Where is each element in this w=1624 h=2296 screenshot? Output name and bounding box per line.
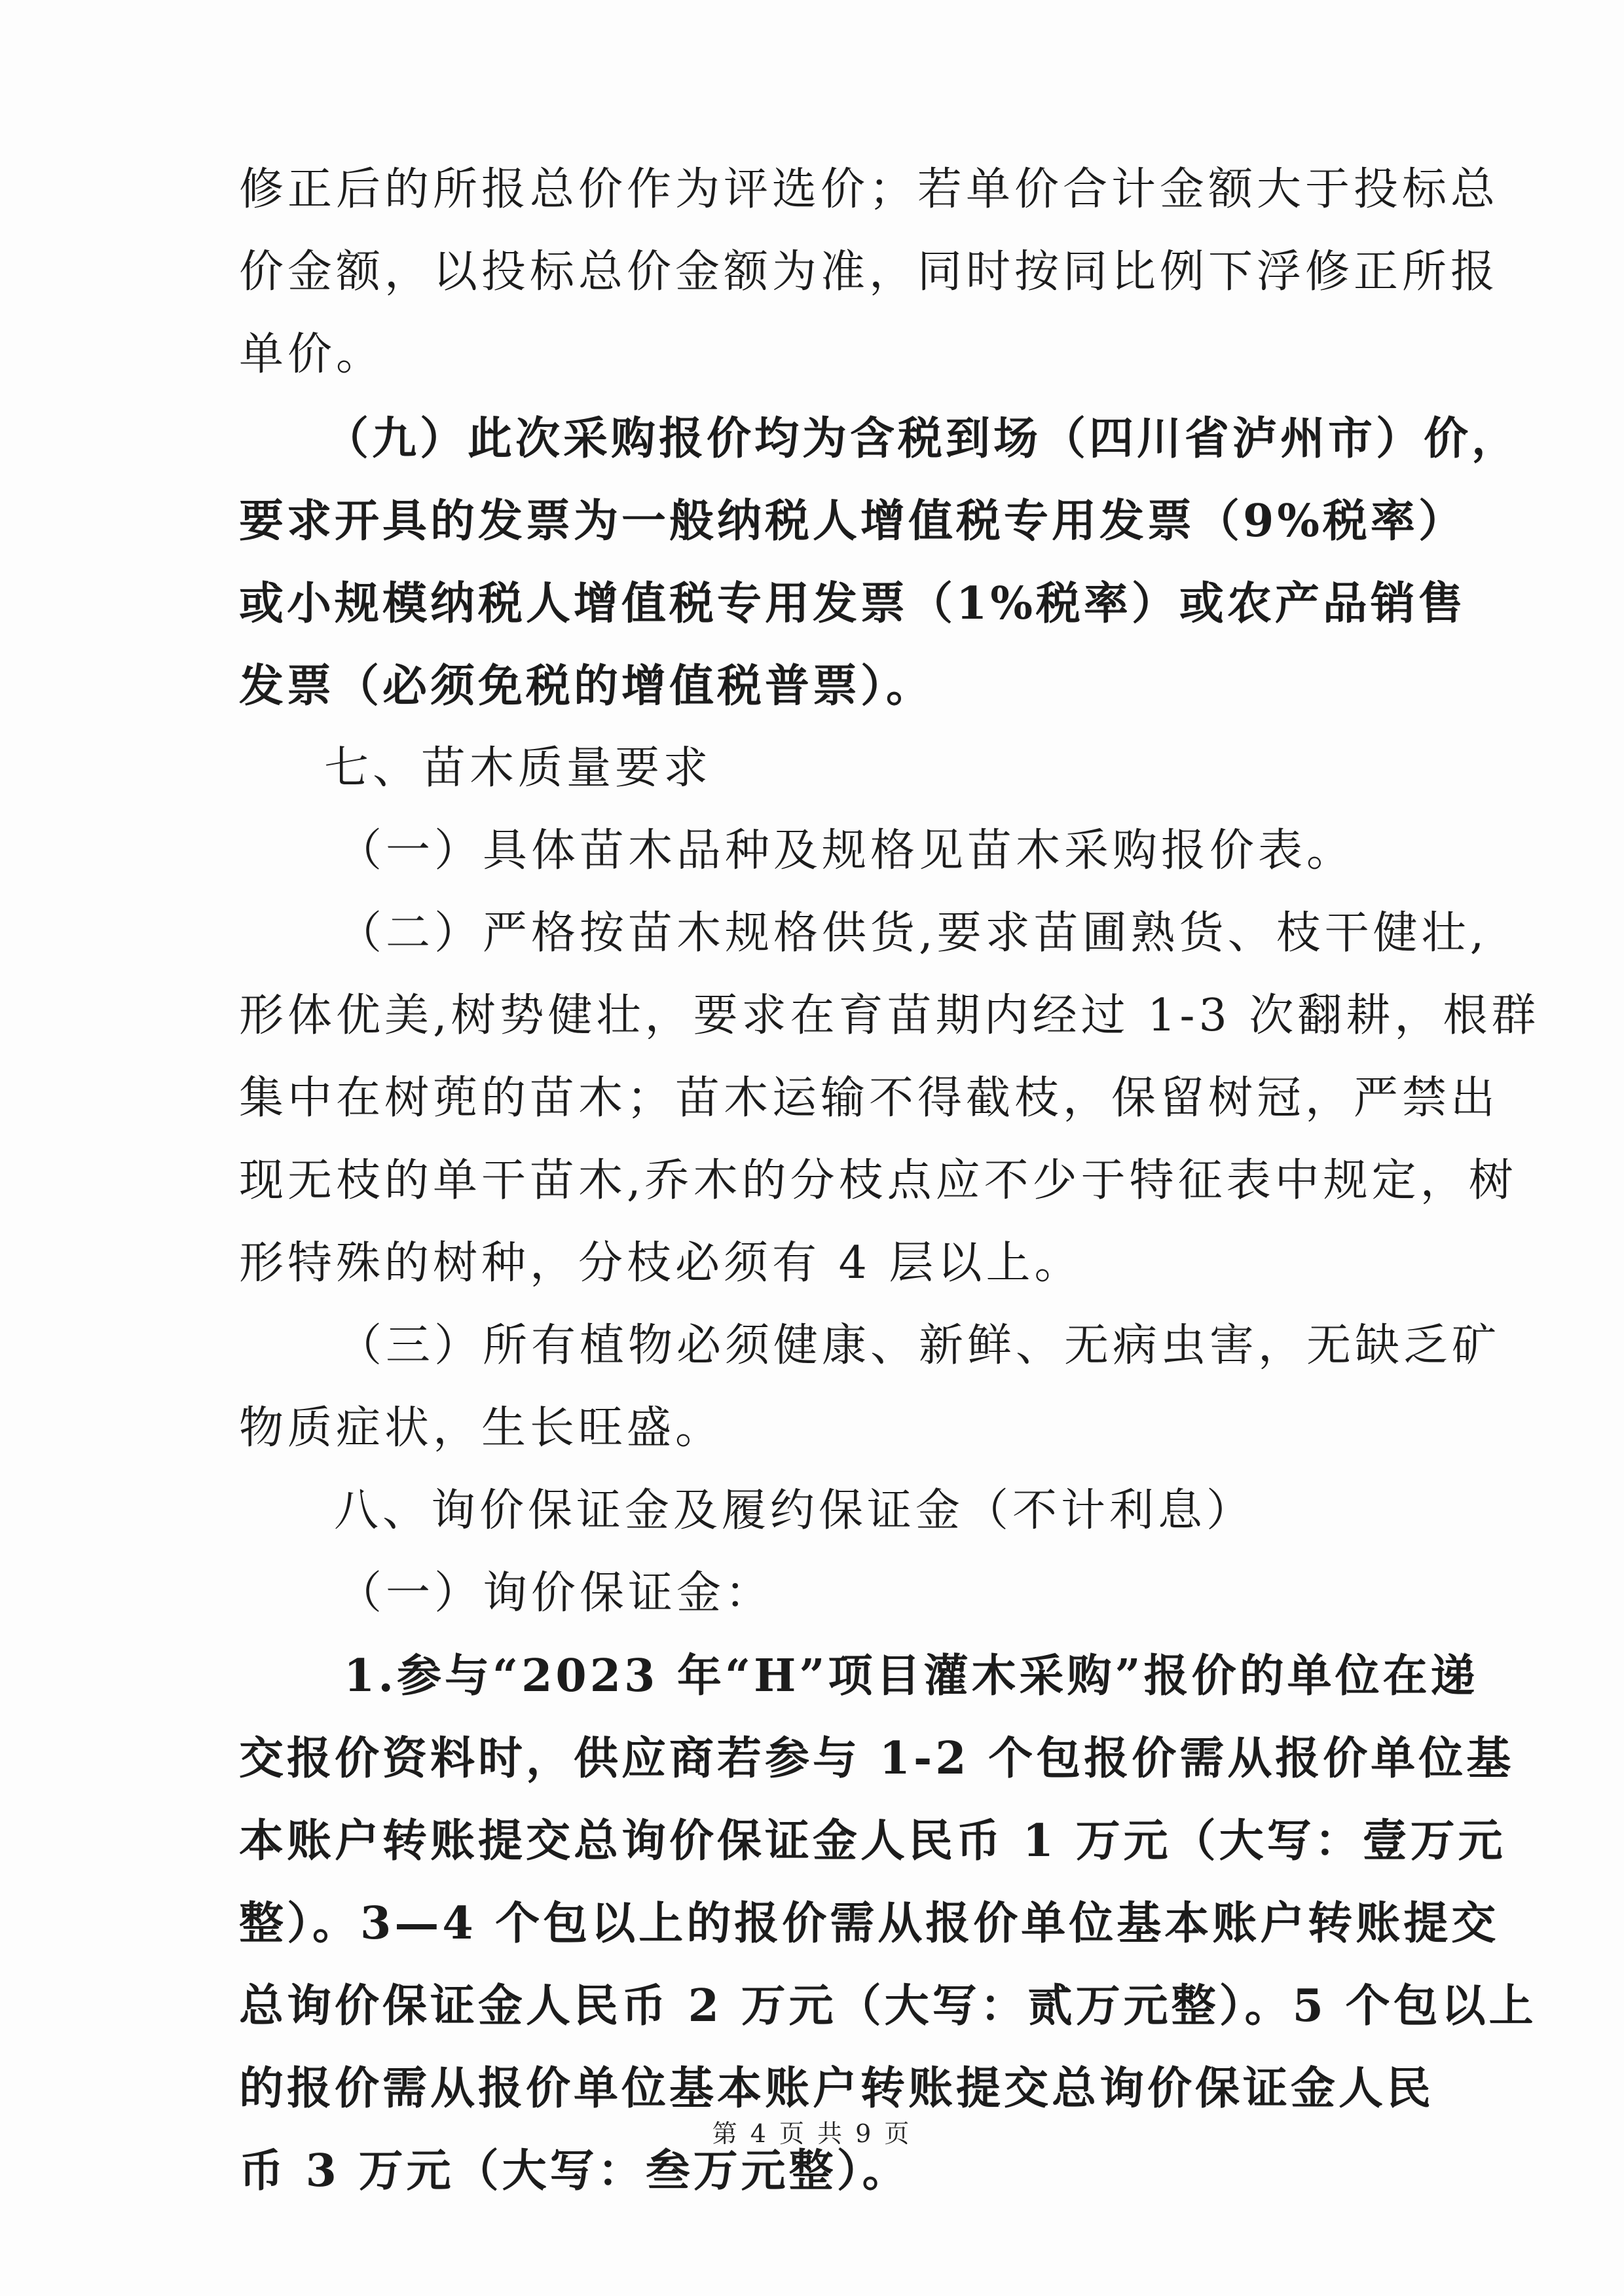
paragraph-line: （三）所有植物必须健康、新鲜、无病虫害，无缺乏矿	[337, 1320, 1501, 1372]
paragraph-line: 要求开具的发票为一般纳税人增值税专用发票（9%税率）	[239, 495, 1466, 547]
paragraph-line: 物质症状，生长旺盛。	[239, 1402, 724, 1454]
paragraph-line: 形特殊的树种，分枝必须有 4 层以上。	[239, 1237, 1083, 1289]
paragraph-line: 总询价保证金人民币 2 万元（大写：贰万元整）。5 个包以上	[239, 1980, 1537, 2032]
paragraph-line: （一）询价保证金：	[337, 1567, 774, 1619]
section-heading: 七、苗木质量要求	[324, 742, 712, 794]
paragraph-line: （一）具体苗木品种及规格见苗木采购报价表。	[337, 825, 1356, 877]
paragraph-line: 发票（必须免税的增值税普票）。	[239, 660, 934, 712]
paragraph-line: 集中在树蔸的苗木；苗木运输不得截枝，保留树冠，严禁出	[239, 1072, 1500, 1124]
page-number-footer: 第 4 页 共 9 页	[712, 2119, 912, 2148]
paragraph-line: 整）。3—4 个包以上的报价需从报价单位基本账户转账提交	[239, 1897, 1500, 1950]
paragraph-line: 币 3 万元（大写：叁万元整）。	[239, 2145, 910, 2197]
paragraph-line: 的报价需从报价单位基本账户转账提交总询价保证金人民	[239, 2062, 1435, 2115]
paragraph-line: 形体优美,树势健壮，要求在育苗期内经过 1-3 次翻耕，根群	[239, 990, 1540, 1042]
paragraph-line: 价金额，以投标总价金额为准，同时按同比例下浮修正所报	[239, 246, 1500, 298]
paragraph-line: 交报价资料时，供应商若参与 1-2 个包报价需从报价单位基	[239, 1732, 1515, 1785]
paragraph-line: 修正后的所报总价作为评选价；若单价合计金额大于投标总	[239, 164, 1500, 215]
paragraph-line: 本账户转账提交总询价保证金人民币 1 万元（大写：壹万元	[239, 1815, 1506, 1867]
section-heading: 八、询价保证金及履约保证金（不计利息）	[334, 1485, 1255, 1537]
paragraph-line: 现无枝的单干苗木,乔木的分枝点应不少于特征表中规定，树	[239, 1155, 1517, 1207]
paragraph-line: 1.参与“2023 年“H”项目灌木采购”报价的单位在递	[344, 1650, 1479, 1702]
paragraph-line: （二）严格按苗木规格供货,要求苗圃熟货、枝干健壮,	[337, 907, 1488, 959]
paragraph-line: 单价。	[239, 329, 385, 380]
paragraph-line: 或小规模纳税人增值税专用发票（1%税率）或农产品销售	[239, 577, 1466, 630]
paragraph-line: （九）此次采购报价均为含税到场（四川省泸州市）价，	[324, 412, 1520, 465]
